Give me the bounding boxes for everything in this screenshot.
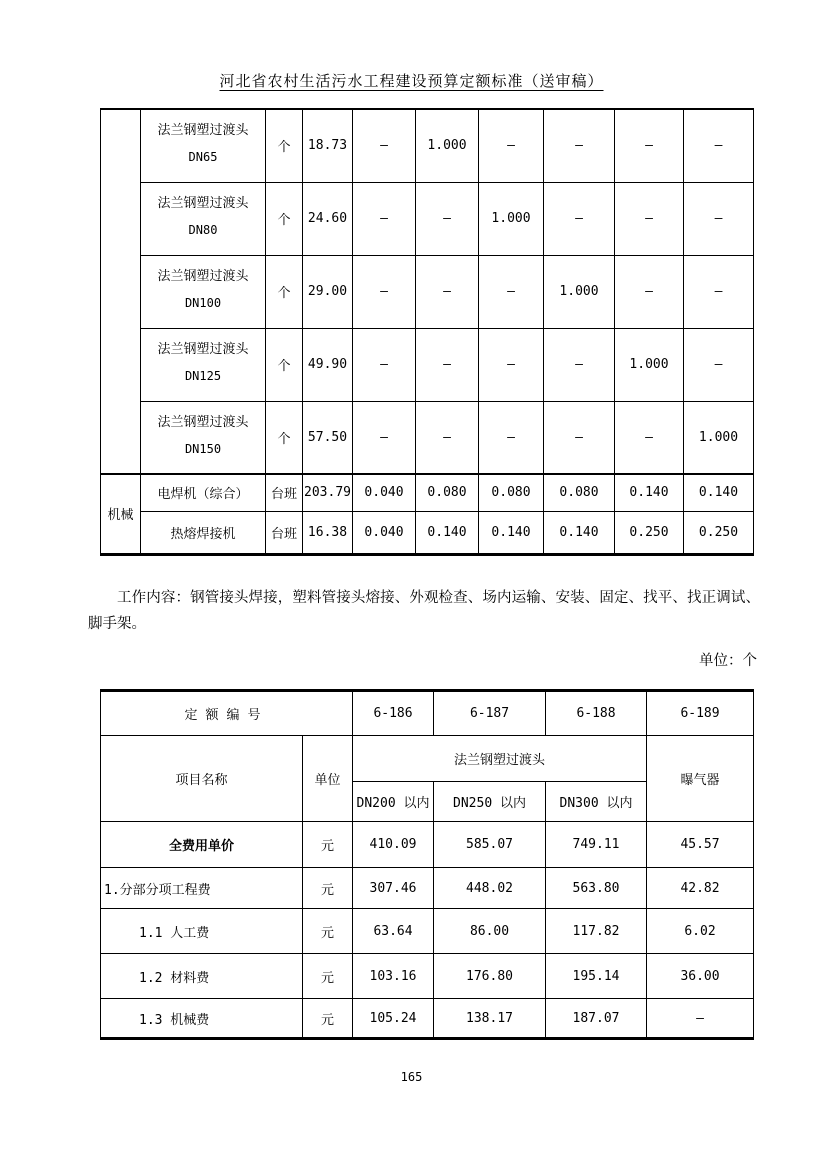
price-cell: 49.90: [303, 328, 353, 401]
usage-cell: –: [544, 182, 615, 255]
machine-name-cell: 热熔焊接机: [141, 511, 266, 554]
usage-cell: 0.040: [353, 474, 416, 511]
table-row: [101, 109, 754, 182]
material-spec: DN100: [184, 295, 222, 310]
quota-price-table: [100, 689, 754, 1040]
group-cell-empty: [101, 109, 141, 474]
usage-cell: –: [615, 182, 684, 255]
price-cell: 203.79: [303, 474, 353, 511]
row-label-cell: 1.分部分项工程费: [101, 868, 303, 909]
usage-cell: –: [544, 328, 615, 401]
value-cell: 45.57: [647, 822, 754, 868]
value-cell: 117.82: [546, 909, 647, 954]
resource-consumption-table: [100, 108, 754, 556]
page-number: 165: [400, 1070, 423, 1084]
unit-cell: 台班: [266, 511, 303, 554]
value-cell: 749.11: [546, 822, 647, 868]
material-name: 法兰钢塑过渡头: [157, 414, 249, 430]
price-cell: 16.38: [303, 511, 353, 554]
value-cell: 86.00: [434, 909, 546, 954]
usage-cell: 0.140: [544, 511, 615, 554]
material-name: 法兰钢塑过渡头: [157, 268, 249, 284]
usage-cell: –: [416, 255, 479, 328]
usage-cell: –: [684, 328, 754, 401]
usage-cell: 1.000: [615, 328, 684, 401]
unit-cell: 元: [303, 999, 353, 1039]
quota-code-cell: 6-186: [353, 691, 434, 736]
value-cell: 42.82: [647, 868, 754, 909]
usage-cell: –: [615, 109, 684, 182]
quota-number-label-cell: 定额编号: [101, 691, 353, 736]
table-row: [101, 255, 754, 328]
row-label-cell: 1.1 人工费: [101, 909, 303, 954]
usage-cell: –: [353, 255, 416, 328]
value-cell: 138.17: [434, 999, 546, 1039]
usage-cell: –: [416, 328, 479, 401]
price-cell: 29.00: [303, 255, 353, 328]
value-cell: 195.14: [546, 954, 647, 999]
usage-cell: 1.000: [416, 109, 479, 182]
unit-cell: 元: [303, 822, 353, 868]
table-row: [101, 868, 754, 909]
usage-cell: 1.000: [684, 401, 754, 474]
work-content-paragraph: 工作内容：钢管接头焊接，塑料管接头熔接、外观检查、场内运输、安装、固定、找平、找正调试、脚手架。: [88, 590, 760, 632]
sub-header-cell: DN200 以内: [353, 782, 434, 822]
unit-note: 单位：个: [699, 653, 757, 669]
material-name: 法兰钢塑过渡头: [157, 341, 249, 357]
quota-code-cell: 6-188: [546, 691, 647, 736]
value-cell: 448.02: [434, 868, 546, 909]
table-row: [101, 328, 754, 401]
unit-cell: 个: [266, 328, 303, 401]
usage-cell: 0.250: [684, 511, 754, 554]
usage-cell: 0.140: [416, 511, 479, 554]
material-name: 法兰钢塑过渡头: [157, 123, 249, 138]
usage-cell: 1.000: [544, 255, 615, 328]
table-row: [101, 182, 754, 255]
row-label-cell: 全费用单价: [101, 822, 303, 868]
unit-cell: 个: [266, 109, 303, 182]
unit-cell: 元: [303, 909, 353, 954]
material-spec: DN65: [188, 150, 218, 164]
item-group-label-cell: 法兰钢塑过渡头: [353, 736, 647, 782]
unit-cell: 元: [303, 954, 353, 999]
aerator-label-cell: 曝气器: [647, 736, 754, 822]
unit-label-cell: 单位: [303, 736, 353, 822]
table-row: [101, 822, 754, 868]
row-label-cell: 1.2 材料费: [101, 954, 303, 999]
material-name-cell: [141, 109, 266, 182]
usage-cell: –: [353, 401, 416, 474]
material-name-cell: [141, 328, 266, 401]
project-name-label-cell: 项目名称: [101, 736, 303, 822]
usage-cell: 0.250: [615, 511, 684, 554]
usage-cell: 0.140: [684, 474, 754, 511]
material-spec: DN125: [184, 368, 222, 383]
table-row: [101, 401, 754, 474]
value-cell: 176.80: [434, 954, 546, 999]
value-cell: 563.80: [546, 868, 647, 909]
value-cell: 187.07: [546, 999, 647, 1039]
usage-cell: –: [353, 182, 416, 255]
material-name-cell: [141, 255, 266, 328]
unit-cell: 台班: [266, 474, 303, 511]
machine-name-cell: 电焊机（综合）: [141, 474, 266, 511]
material-name-cell: [141, 182, 266, 255]
unit-cell: 个: [266, 182, 303, 255]
usage-cell: –: [479, 109, 544, 182]
usage-cell: 0.080: [544, 474, 615, 511]
row-label-cell: 1.3 机械费: [101, 999, 303, 1039]
usage-cell: –: [416, 182, 479, 255]
value-cell: 6.02: [647, 909, 754, 954]
machine-group-cell: 机械: [101, 474, 141, 554]
usage-cell: –: [615, 401, 684, 474]
usage-cell: –: [684, 182, 754, 255]
material-name-cell: [141, 401, 266, 474]
quota-code-cell: 6-189: [647, 691, 754, 736]
sub-header-cell: DN300 以内: [546, 782, 647, 822]
material-spec: DN80: [188, 222, 218, 237]
table-header-row: [101, 736, 754, 782]
value-cell: 103.16: [353, 954, 434, 999]
table-header-row: [101, 691, 754, 736]
usage-cell: 0.140: [479, 511, 544, 554]
page-title: 河北省农村生活污水工程建设预算定额标准（送审稿）: [219, 73, 604, 90]
usage-cell: –: [684, 109, 754, 182]
unit-cell: 个: [266, 255, 303, 328]
value-cell: 585.07: [434, 822, 546, 868]
table-row: [101, 511, 754, 554]
table-row: [101, 954, 754, 999]
usage-cell: –: [479, 255, 544, 328]
usage-cell: –: [544, 109, 615, 182]
usage-cell: 0.140: [615, 474, 684, 511]
usage-cell: –: [353, 109, 416, 182]
unit-cell: 个: [266, 401, 303, 474]
value-cell: –: [647, 999, 754, 1039]
value-cell: 105.24: [353, 999, 434, 1039]
usage-cell: –: [416, 401, 479, 474]
quota-code-cell: 6-187: [434, 691, 546, 736]
value-cell: 307.46: [353, 868, 434, 909]
value-cell: 410.09: [353, 822, 434, 868]
usage-cell: –: [684, 255, 754, 328]
material-spec: DN150: [184, 441, 222, 456]
usage-cell: 0.040: [353, 511, 416, 554]
table-row: [101, 474, 754, 511]
price-cell: 24.60: [303, 182, 353, 255]
material-name: 法兰钢塑过渡头: [157, 195, 249, 211]
unit-cell: 元: [303, 868, 353, 909]
usage-cell: –: [479, 328, 544, 401]
usage-cell: 0.080: [479, 474, 544, 511]
value-cell: 63.64: [353, 909, 434, 954]
value-cell: 36.00: [647, 954, 754, 999]
price-cell: 57.50: [303, 401, 353, 474]
sub-header-cell: DN250 以内: [434, 782, 546, 822]
table-row: [101, 999, 754, 1039]
price-cell: 18.73: [303, 109, 353, 182]
usage-cell: –: [544, 401, 615, 474]
usage-cell: –: [479, 401, 544, 474]
usage-cell: 0.080: [416, 474, 479, 511]
usage-cell: –: [615, 255, 684, 328]
usage-cell: –: [353, 328, 416, 401]
table-row: [101, 909, 754, 954]
usage-cell: 1.000: [479, 182, 544, 255]
